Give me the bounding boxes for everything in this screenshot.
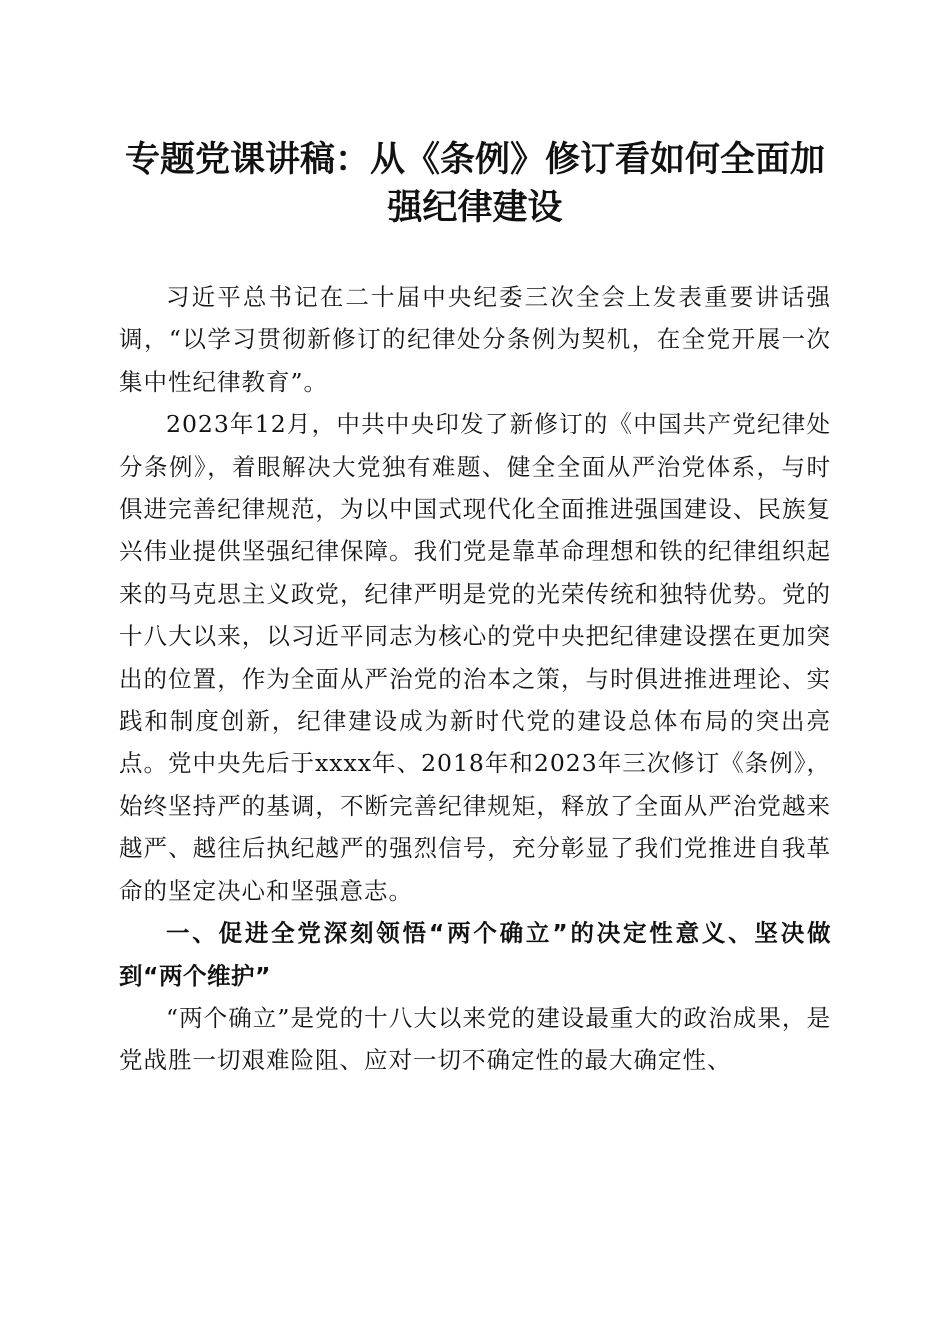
section-heading: 一、促进全党深刻领悟“两个确立”的决定性意义、坚决做到“两个维护”	[119, 919, 831, 990]
section-paragraph: “两个确立”是党的十八大以来党的建设最重大的政治成果，是党战胜一切艰难险阻、应对一切不确定性的最大确定性、	[119, 1003, 831, 1075]
document-title	[100, 136, 850, 232]
title-line-1: 专题党课讲稿：从《条例》修订看如何全面加	[124, 140, 825, 180]
title-line-2: 强纪律建设	[387, 188, 563, 228]
background-paragraph: 2023年12月，中共中央印发了新修订的《中国共产党纪律处分条例》，着眼解决大党独有难题、健全全面从严治党体系，与时俱进完善纪律规范，为以中国式现代化全面推进强国建设、民族复兴伟业提供坚强纪律保障。我们党是靠革命理想和铁的纪律组织起来的马克思主义政党，纪律严明是党的光荣传统和独特优势。党的十八大以来，以习近平同志为核心的党中央把纪律建设摆在更加突出的位置，作为全面从严治党的治本之策，与时俱进推进理论、实践和制度创新，纪律建设成为新时代党的建设总体布局的突出亮点。党中央先后于xxxx年、2018年和2023年三次修订《条例》，始终坚持严的基调，不断完善纪律规矩，释放了全面从严治党越来越严、越往后执纪越严的强烈信号，充分彰显了我们党推进自我革命的坚定决心和坚强意志。	[119, 410, 831, 905]
intro-paragraph: 习近平总书记在二十届中央纪委三次全会上发表重要讲话强调，“以学习贯彻新修订的纪律处分条例为契机，在全党开展一次集中性纪律教育”。	[119, 283, 831, 396]
document-body	[119, 276, 831, 1082]
